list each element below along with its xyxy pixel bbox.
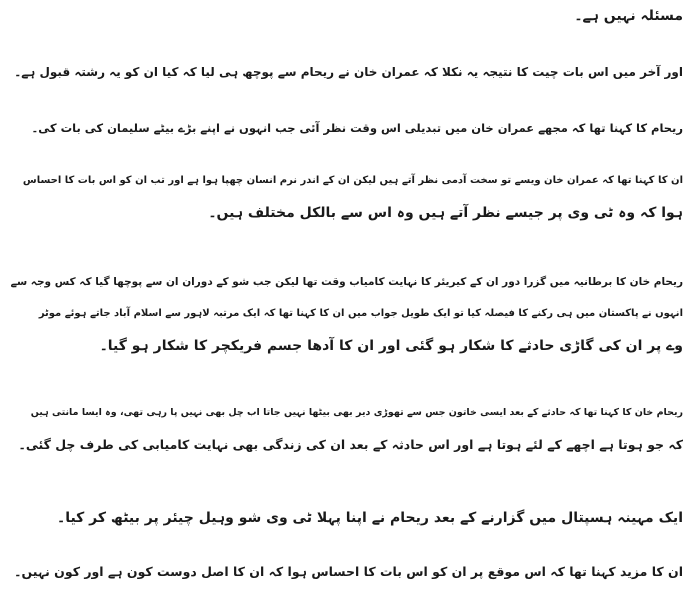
text-line: انہوں نے پاکستان میں ہی رکنے کا فیصلہ کیا تو ایک طویل جواب میں ان کا کہنا تھا کہ ایک مرتبہ لاہور سے اسلام آباد جاتے ہوئے موٹر [38,308,683,319]
text-line: ان کا کہنا تھا کہ عمران خان ویسے تو سخت آدمی نظر آتے ہیں لیکن ان کے اندر نرم انسان چھپا ہوا ہے اور تب ان کو اس بات کا احساس [22,175,683,186]
text-line: ریحام کا کہنا تھا کہ مجھے عمران خان میں تبدیلی اس وقت نظر آئی جب انہوں نے اپنے بڑے بیٹے سلیمان کی بات کی۔ [31,121,683,135]
paragraph [8,0,683,32]
text-line: مسئلہ نہیں ہے۔ [574,8,683,24]
paragraph [8,56,683,88]
text-line: ریحام خان کا برطانیہ میں گزرا دور ان کے کیریئر کا نہایت کامیاب وقت تھا لیکن جب شو کے دوران ان سے پوچھا گیا کہ کس وجہ سے [10,276,683,288]
text-line: ان کا مزید کہنا تھا کہ اس موقع پر ان کو اس بات کا احساس ہوا کہ ان کا اصل دوست کون ہے اور کون نہیں۔ [14,564,683,579]
text-line: وے پر ان کی گاڑی حادثے کا شکار ہو گئی اور ان کا آدھا جسم فریکچر کا شکار ہو گیا۔ [99,338,683,354]
paragraph [8,266,683,362]
paragraph [8,112,683,144]
text-line: ایک مہینہ ہسپتال میں گزارنے کے بعد ریحام نے اپنا پہلا ٹی وی شو وہیل چیئر پر بیٹھ کر کیا۔ [56,510,683,526]
paragraph [8,397,683,461]
text-line: ریحام خان کا کہنا تھا کہ حادثے کے بعد ایسی خاتون جس سے تھوڑی دیر بھی بیٹھا نہیں جاتا اب چل بھی نہیں پا رہی تھی، وہ ایسا مانتی ہیں [30,407,683,418]
text-line: کہ جو ہوتا ہے اچھے کے لئے ہوتا ہے اور اس حادثہ کے بعد ان کی زندگی بھی نہایت کامیابی کی طرف چل گئی۔ [18,437,683,452]
paragraph [8,556,683,588]
text-line: اور آخر میں اس بات چیت کا نتیجہ یہ نکلا کہ عمران خان نے ریحام سے پوچھ ہی لیا کہ کیا ان کو یہ رشتہ قبول ہے۔ [14,65,683,79]
text-line: ہوا کہ وہ ٹی وی پر جیسے نظر آتے ہیں وہ اس سے بالکل مختلف ہیں۔ [208,205,683,221]
paragraph [8,502,683,534]
paragraph [8,165,683,229]
